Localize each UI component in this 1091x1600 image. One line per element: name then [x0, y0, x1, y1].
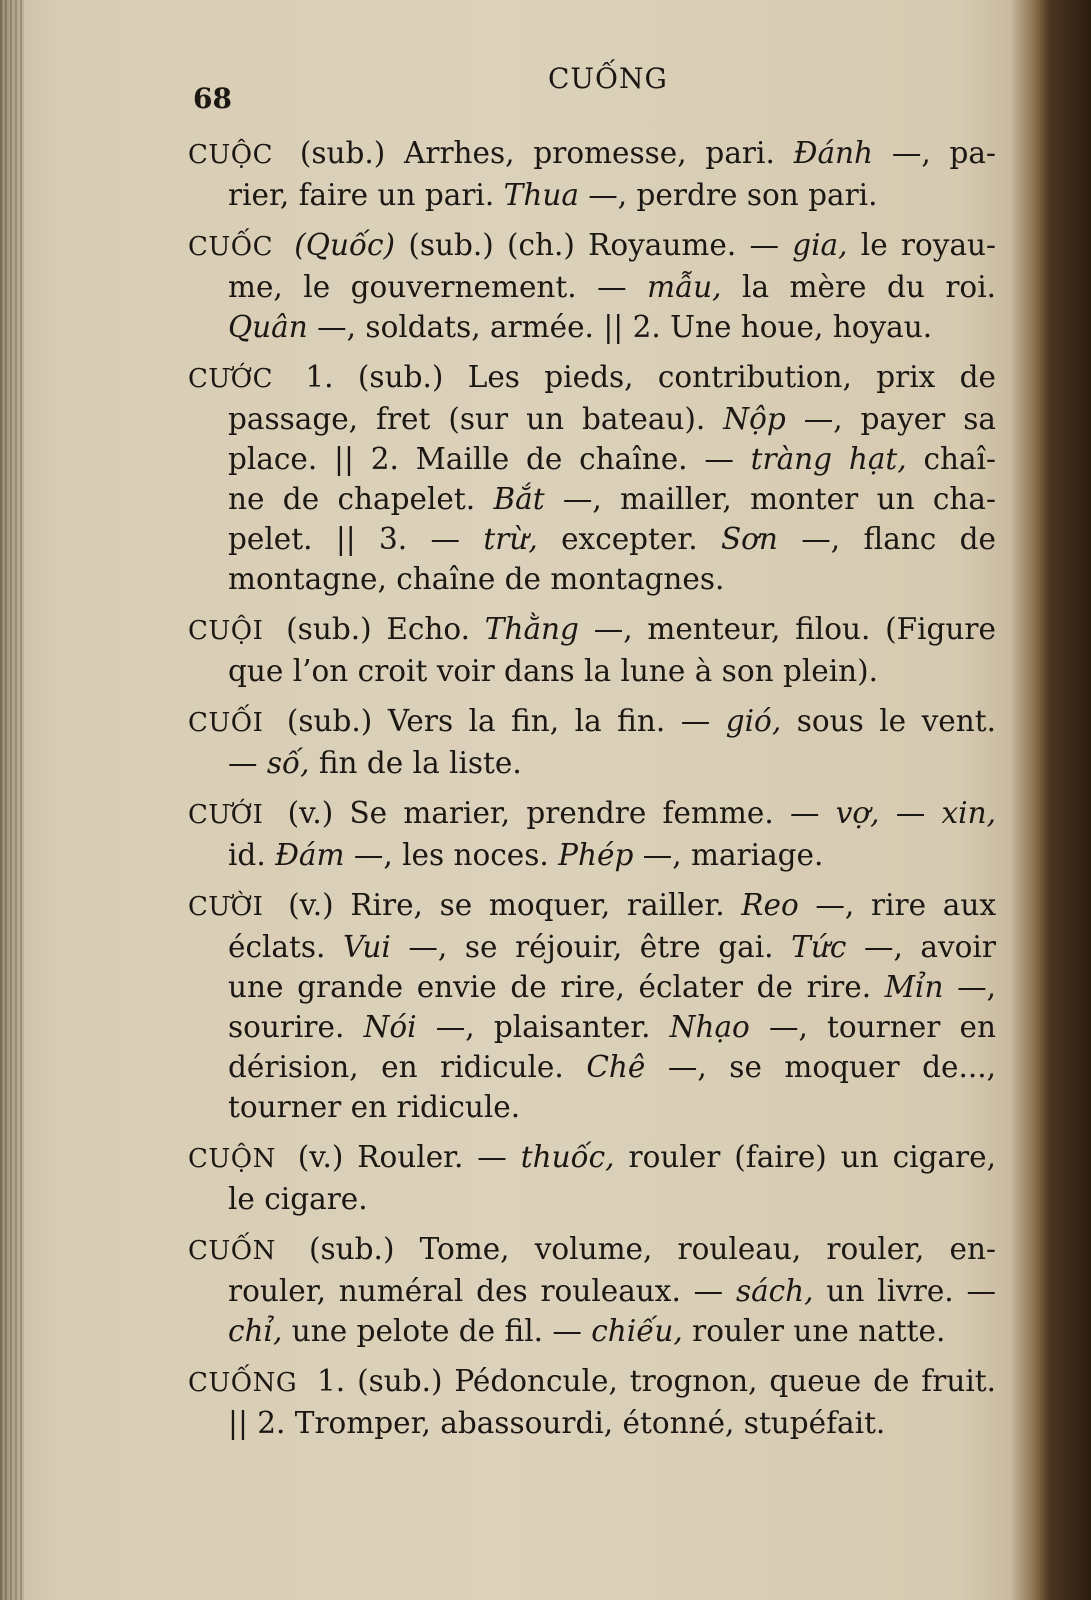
- definition-text: rouler, numéral des rouleaux. —: [228, 1274, 736, 1308]
- vietnamese-term: chiếu,: [591, 1314, 683, 1348]
- definition-text: (v.) Se marier, prendre femme. —: [271, 796, 836, 830]
- headword: CUỐI: [188, 708, 264, 738]
- headword: CUỘN: [188, 1144, 276, 1174]
- definition-text: —, menteur, filou. (Figure: [593, 612, 996, 646]
- headword: CUỘC: [188, 140, 274, 170]
- definition-text: me, le gouvernement. —: [228, 270, 648, 304]
- entry-line: [188, 399, 996, 439]
- entry-line: [188, 559, 996, 599]
- definition-text: rier, faire un pari.: [228, 178, 504, 212]
- definition-text: passage, fret (sur un bateau).: [228, 402, 724, 436]
- definition-text: chaî-: [923, 442, 996, 476]
- vietnamese-term: Thua: [503, 178, 579, 212]
- definition-text: sourire.: [228, 1010, 364, 1044]
- entry-line: [188, 743, 996, 783]
- entry-line: [188, 609, 996, 651]
- entry-line: [188, 1007, 996, 1047]
- dictionary-entries: [188, 133, 996, 1453]
- vietnamese-term: sách,: [735, 1274, 814, 1308]
- vietnamese-term: vợ,: [835, 796, 880, 830]
- definition-text: —, tourner en: [769, 1010, 996, 1044]
- definition-text: 1. (sub.) Pédoncule, trognon, queue de fruit.: [305, 1364, 996, 1398]
- dictionary-entry: [188, 701, 996, 783]
- vietnamese-term: Bắt: [493, 482, 545, 516]
- headword: CUỐN: [188, 1236, 276, 1266]
- vietnamese-term: Vui: [342, 930, 391, 964]
- entry-line: [188, 225, 996, 267]
- definition-text: tourner en ridicule.: [228, 1090, 521, 1124]
- vietnamese-term: Đánh: [793, 136, 874, 170]
- dictionary-entry: [188, 1137, 996, 1219]
- entry-line: [188, 1229, 996, 1271]
- definition-text: (v.) Rouler. —: [283, 1140, 521, 1174]
- definition-text: —, pa-: [891, 136, 996, 170]
- definition-text: —, mariage.: [642, 838, 824, 872]
- vietnamese-term: Nhạo: [669, 1010, 750, 1044]
- definition-text: dérision, en ridicule.: [228, 1050, 587, 1084]
- entry-line: [188, 439, 996, 479]
- definition-text: (v.) Rire, se moquer, railler.: [271, 888, 742, 922]
- vietnamese-term: Tức: [791, 930, 847, 964]
- definition-text: rouler (faire) un cigare,: [628, 1140, 996, 1174]
- definition-text: (sub.) Vers la fin, la fin. —: [271, 704, 726, 738]
- definition-text: —,: [957, 970, 996, 1004]
- definition-text: un livre. —: [826, 1274, 996, 1308]
- definition-text: —: [228, 746, 267, 780]
- definition-text: —, plaisanter.: [435, 1010, 670, 1044]
- definition-text: sous le vent.: [796, 704, 996, 738]
- running-head: CUỐNG: [548, 62, 668, 95]
- definition-text: —, flanc de: [801, 522, 996, 556]
- definition-text: (sub.) Echo.: [271, 612, 485, 646]
- definition-text: éclats.: [228, 930, 343, 964]
- vietnamese-term: tràng hạt,: [750, 442, 907, 476]
- vietnamese-term: xin,: [941, 796, 996, 830]
- definition-text: une grande envie de rire, éclater de rire.: [228, 970, 885, 1004]
- entry-line: [188, 307, 996, 347]
- definition-text: le cigare.: [228, 1182, 368, 1216]
- headword: CUỐNG: [188, 1368, 298, 1398]
- entry-line: [188, 701, 996, 743]
- dictionary-entry: [188, 609, 996, 691]
- entry-line: [188, 1047, 996, 1087]
- definition-text: —, les noces.: [353, 838, 559, 872]
- definition-text: —, se moquer de...,: [667, 1050, 996, 1084]
- definition-text: pelet. || 3. —: [228, 522, 484, 556]
- dictionary-entry: [188, 885, 996, 1127]
- headword: CUỐC: [188, 232, 274, 262]
- dictionary-entry: [188, 1229, 996, 1351]
- definition-text: (sub.) Arrhes, promesse, pari.: [281, 136, 794, 170]
- entry-line: [188, 967, 996, 1007]
- dictionary-entry: [188, 357, 996, 599]
- vietnamese-term: Sơn: [720, 522, 778, 556]
- entry-line: [188, 479, 996, 519]
- definition-text: —, avoir: [863, 930, 996, 964]
- vietnamese-term: Quân: [228, 310, 308, 344]
- vietnamese-term: chỉ,: [228, 1314, 283, 1348]
- headword: CUỘI: [188, 616, 264, 646]
- vietnamese-term: Phép: [558, 838, 634, 872]
- definition-text: || 2. Tromper, abassourdi, étonné, stupéfait.: [228, 1406, 886, 1440]
- entry-line: [188, 1087, 996, 1127]
- headword: CƯỜI: [188, 892, 264, 922]
- definition-text: ne de chapelet.: [228, 482, 494, 516]
- vietnamese-term: (Quốc): [294, 228, 396, 262]
- entry-line: [188, 267, 996, 307]
- definition-text: que l’on croit voir dans la lune à son plein).: [228, 654, 879, 688]
- vietnamese-term: thuốc,: [520, 1140, 615, 1174]
- definition-text: —, mailler, monter un cha-: [562, 482, 996, 516]
- dictionary-entry: [188, 133, 996, 215]
- definition-text: la mère du roi.: [742, 270, 997, 304]
- vietnamese-term: mẫu,: [647, 270, 722, 304]
- vietnamese-term: Chê: [586, 1050, 646, 1084]
- definition-text: (sub.) Tome, volume, rouleau, rouler, en-: [283, 1232, 996, 1266]
- vietnamese-term: Reo: [741, 888, 799, 922]
- definition-text: —, se réjouir, être gai.: [408, 930, 792, 964]
- dictionary-entry: [188, 793, 996, 875]
- entry-line: [188, 835, 996, 875]
- entry-line: [188, 357, 996, 399]
- definition-text: (sub.) (ch.) Royaume. —: [408, 228, 779, 262]
- definition-text: —, rire aux: [815, 888, 996, 922]
- definition-text: place. || 2. Maille de chaîne. —: [228, 442, 751, 476]
- entry-line: [188, 1311, 996, 1351]
- definition-text: fin de la liste.: [318, 746, 522, 780]
- definition-text: montagne, chaîne de montagnes.: [228, 562, 725, 596]
- vietnamese-term: Mỉn: [884, 970, 944, 1004]
- headword: CƯỚC: [188, 364, 274, 394]
- entry-line: [188, 1137, 996, 1179]
- vietnamese-term: Đám: [275, 838, 345, 872]
- definition-text: 1. (sub.) Les pieds, contribution, prix de: [281, 360, 996, 394]
- definition-text: —: [895, 796, 942, 830]
- vietnamese-term: trừ,: [483, 522, 538, 556]
- entry-line: [188, 1179, 996, 1219]
- entry-line: [188, 927, 996, 967]
- vietnamese-term: Nói: [363, 1010, 417, 1044]
- vietnamese-term: Nộp: [723, 402, 786, 436]
- entry-line: [188, 651, 996, 691]
- page-number: 68: [193, 82, 232, 115]
- definition-text: id.: [228, 838, 276, 872]
- headword: CƯỚI: [188, 800, 264, 830]
- entry-line: [188, 885, 996, 927]
- vietnamese-term: gió,: [725, 704, 782, 738]
- definition-text: —, payer sa: [803, 402, 996, 436]
- entry-line: [188, 1361, 996, 1403]
- definition-text: le royau-: [860, 228, 997, 262]
- dictionary-entry: [188, 225, 996, 347]
- definition-text: une pelote de fil. —: [291, 1314, 592, 1348]
- book-binding-edge: [0, 0, 24, 1600]
- entry-line: [188, 519, 996, 559]
- vietnamese-term: Thằng: [484, 612, 579, 646]
- definition-text: rouler une natte.: [692, 1314, 946, 1348]
- entry-line: [188, 793, 996, 835]
- definition-text: —, perdre son pari.: [588, 178, 878, 212]
- vietnamese-term: số,: [266, 746, 310, 780]
- definition-text: excepter.: [561, 522, 721, 556]
- dictionary-entry: [188, 1361, 996, 1443]
- definition-text: —, soldats, armée. || 2. Une houe, hoyau.: [317, 310, 933, 344]
- entry-line: [188, 1403, 996, 1443]
- definition-text: [281, 228, 294, 262]
- vietnamese-term: gia,: [792, 228, 848, 262]
- entry-line: [188, 175, 996, 215]
- entry-line: [188, 133, 996, 175]
- entry-line: [188, 1271, 996, 1311]
